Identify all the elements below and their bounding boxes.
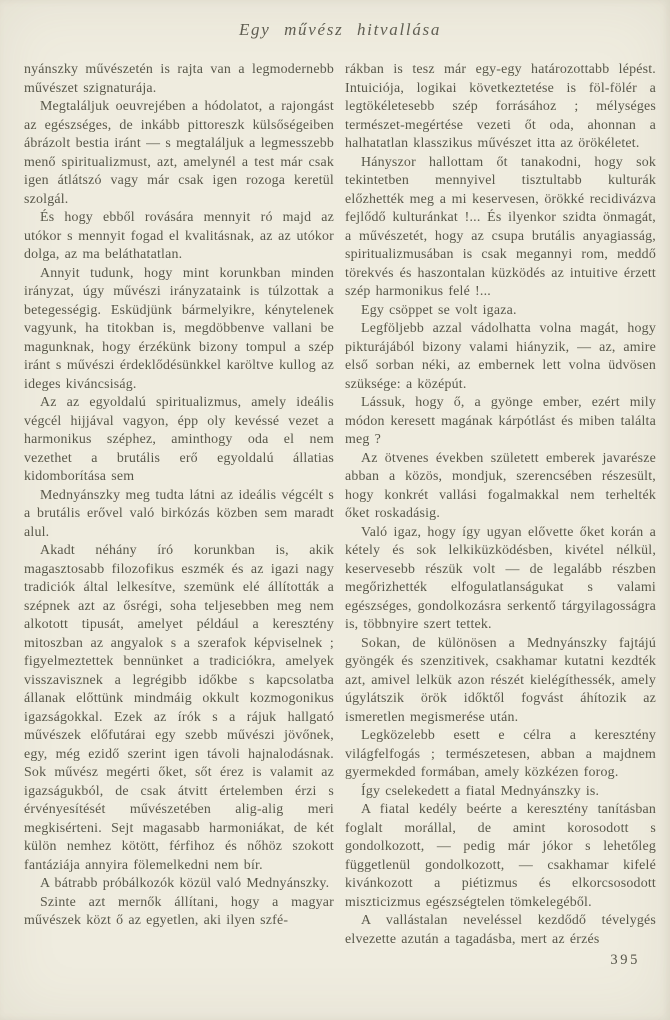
paragraph: Annyit tudunk, hogy mint korunkban minden irányzat, úgy művészi irányzataink is túlzottak a betegességig. Esküdjünk bármelyikre, kénytelenek vagyunk, ha titokban is, megdöbbenve vallani be magunknak, hogy érzékünk bizony tompul a szép iránt s művészi érdeklődésünkkel karöltve kullog az ideges kiváncsiság. [24,265,334,392]
paragraph: Akadt néhány író korunkban is, akik magasztosabb filozofikus eszmék és az igazi nagy tradiciók által lelkesítve, szemünk elé állították a szépnek azt az ősrégi, soha teljesebben meg nem alkotott tipusát, amelyet például a keresztény mitoszban az angyalok s a szerafok képviselnek ; figyelmeztettek bennünket a tradiciókra, amelyek visszavisznek a legrégibb időkbe s kapcsolatba állanak előttünk mindmáig okkult kozmogonikus igazságokkal. Ezek az írók s a rájuk hallgató művészek előfutárai egy szebb művészi jövőnek, egy, még ezidő szerint igen távoli hajnalodásnak. Sok művész megérti őket, sőt érez is valamit az igazságukból, de csak átvitt értelemben érzi s érvényesítését művészetében alig-alig meri megkisérteni. Sejt magasabb harmoniákat, de két külön nemhez kötött, férfihoz és nőhöz szokott fantáziája annyira fölemelkedni nem bír. [24,543,334,873]
paragraph: Megtaláljuk oeuvrejében a hódolatot, a rajongást az egészséges, de inkább pittoreszk külsőségeiben ábrázolt bestia iránt — s megtaláljuk a legmesszebb menő spiritualizmust, azt, amelynél a test már csak igen átlátszó vagy már csak igen rozoga keretül szolgál. [24,99,334,207]
paragraph: A vallástalan neveléssel kezdődő tévelygés elvezette azután a tagadásba, mert az érzés [345,913,656,947]
paragraph: Szinte azt mernők állítani, hogy a magyar művészek közt ő az egyetlen, aki ilyen szfé- [24,894,334,928]
text-column-right [345,61,656,970]
page-number: 395 [610,952,640,968]
paragraph: Való igaz, hogy így ugyan elővette őket korán a kétely és sok lelkiküzködésben, kivétel nélkül, keservesebb részük volt — de legalább részben megőrizhették elfogulatlanságukat s valami egészséges, gondolkozásra serkentő tárgyilagosságra is, többnyire szert tettek. [345,524,656,632]
paragraph: Mednyánszky meg tudta látni az ideális végcélt s a brutális erővel való birkózás közben sem maradt alul. [24,487,334,540]
paragraph: Az az egyoldalú spiritualizmus, amely ideális végcél hijjával vagyon, épp oly kevéssé vezet a harmonikus széphez, aminthogy oda el nem vezethet a brutális erő egyoldalú állatias kidomborítása sem [24,395,334,484]
paragraph: Sokan, de különösen a Mednyánszky fajtájú gyöngék és szenzitivek, csakhamar kutatni kezdték azt, amivel lelkük azon részét kielégíthessék, amely úgylátszik örök időktől fogvást áhítozik az ismeretlen megismerése után. [345,635,656,725]
paragraph: Így cselekedett a fiatal Mednyánszky is. [361,783,600,799]
paragraph: Hányszor hallottam őt tanakodni, hogy sok tekintetben mennyivel tisztultabb kulturák előzhették meg a mi keservesen, örökké recidivázva fejlődő kulturánkat !... És ilyenkor szidta önmagát, a művészetét, hogy az csupa brutális anyagiasság, spiritualizmusában is csak megannyi rom, meddő törekvés és haszontalan küzködés az intuitive érzett szép harmonikus felé !... [345,154,656,299]
text-column-left [24,61,334,970]
running-header: Egy művész hitvallása [238,20,442,39]
paragraph: És hogy ebből rovására mennyit ró majd az utókor s mennyit fogad el kvalitásnak, az az utókor dolga, az ma beláthatatlan. [24,210,334,262]
paragraph: A bátrabb próbálkozók közül való Mednyánszky. [40,876,330,891]
paragraph: Legközelebb esett e célra a keresztény világfelfogás ; természetesen, abban a majdnem gyermekded formában, amely közkézen forog. [345,728,656,780]
text-columns [24,61,656,970]
paragraph: rákban is tesz már egy-egy határozottabb lépést. Intuiciója, logikai következtetése is föl-fölér a legtökéletesebb szép forrásához ; mélységes természet-megértése vezeti őt oda, ahonnan a halhatatlan klasszikus művészet itta az örökéletet. [345,62,656,151]
paragraph: nyánszky művészetén is rajta van a legmodernebb művészet szignaturája. [24,62,334,96]
paragraph: A fiatal kedély beérte a keresztény tanításban foglalt morállal, de amint korosodott s gondolkozott, — pedig már jókor s lehetőleg függetlenül gondolkozott, — csakhamar kifelé kivánkozott a piétizmus és elkorcsosodott miszticizmus egészségtelen tömkelegéből. [345,802,656,910]
paragraph: Lássuk, hogy ő, a gyönge ember, ezért mily módon keresett magának kárpótlást és miben találta meg ? [345,395,656,447]
paragraph: Egy csöppet se volt igaza. [361,302,517,318]
paragraph: Az ötvenes években született emberek javarésze abban a közös, mondjuk, szerencsében részesült, hogy konkrét vallási fogalmakkal nem terhelték őket roskadásig. [345,450,656,521]
paragraph: Legföljebb azzal vádolhatta volna magát, hogy pikturájából bizony valami hiányzik, — az, amire első sorban néki, az embernek lett volna üdvösen szüksége: a középút. [345,321,656,392]
